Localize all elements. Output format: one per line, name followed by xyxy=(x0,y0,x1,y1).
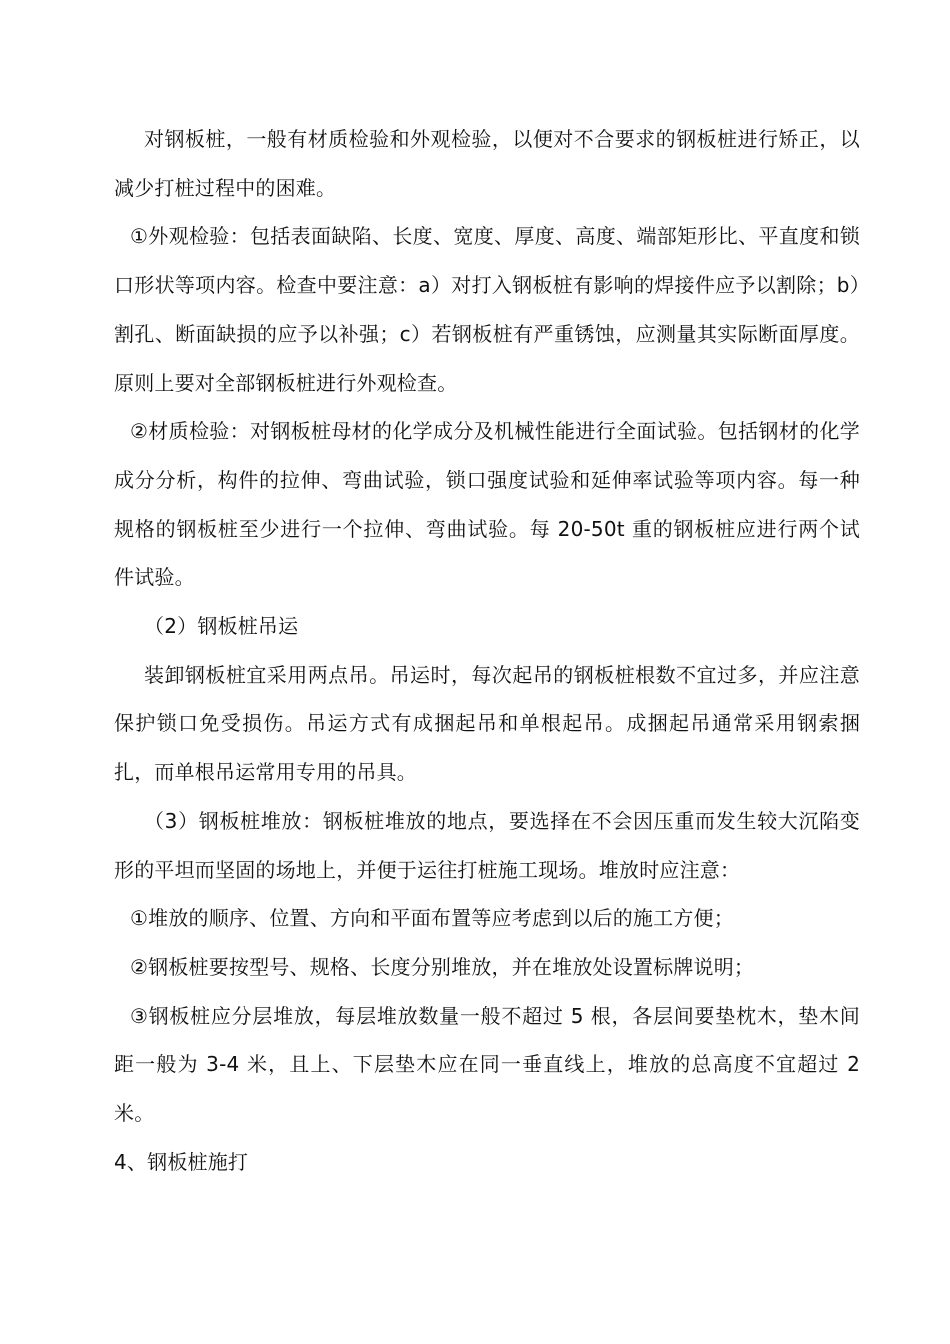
list-item-stacking-3: ③钢板桩应分层堆放，每层堆放数量一般不超过 5 根，各层间要垫枕木，垫木间距一般为 3-4 米，且上、下层垫木应在同一垂直线上，堆放的总高度不宜超过 2 米。 xyxy=(114,1003,860,1126)
paragraph-visual-inspection: ①外观检验：包括表面缺陷、长度、宽度、厚度、高度、端部矩形比、平直度和锁口形状等项内容。检查中要注意：a）对打入钢板桩有影响的焊接件应予以割除；b）割孔、断面缺损的应予以补强；c）若钢板桩有严重锈蚀，应测量其实际断面厚度。原则上要对全部钢板桩进行外观检查。 xyxy=(114,224,860,395)
paragraph-lifting: 装卸钢板桩宜采用两点吊。吊运时，每次起吊的钢板桩根数不宜过多，并应注意保护锁口免受损伤。吊运方式有成捆起吊和单根起吊。成捆起吊通常采用钢索捆扎，而单根吊运常用专用的吊具。 xyxy=(114,662,860,785)
document-body xyxy=(114,115,860,1186)
paragraph-material-inspection: ②材质检验：对钢板桩母材的化学成分及机械性能进行全面试验。包括钢材的化学成分分析，构件的拉伸、弯曲试验，锁口强度试验和延伸率试验等项内容。每一种规格的钢板桩至少进行一个拉伸、弯曲试验。每 20-50t 重的钢板桩应进行两个试件试验。 xyxy=(114,419,860,590)
list-item-stacking-1: ①堆放的顺序、位置、方向和平面布置等应考虑到以后的施工方便； xyxy=(130,906,734,931)
section-heading-pile-driving: 4、钢板桩施打 xyxy=(114,1149,249,1174)
paragraph-stacking: （3）钢板桩堆放：钢板桩堆放的地点，要选择在不会因压重而发生较大沉陷变形的平坦而坚固的场地上，并便于运往打桩施工现场。堆放时应注意： xyxy=(114,808,860,882)
list-item-stacking-2: ②钢板桩要按型号、规格、长度分别堆放，并在堆放处设置标牌说明； xyxy=(130,954,755,979)
subheading-lifting: （2）钢板桩吊运 xyxy=(144,614,299,639)
paragraph-inspection-intro: 对钢板桩，一般有材质检验和外观检验，以便对不合要求的钢板桩进行矫正，以减少打桩过程中的困难。 xyxy=(114,127,860,200)
